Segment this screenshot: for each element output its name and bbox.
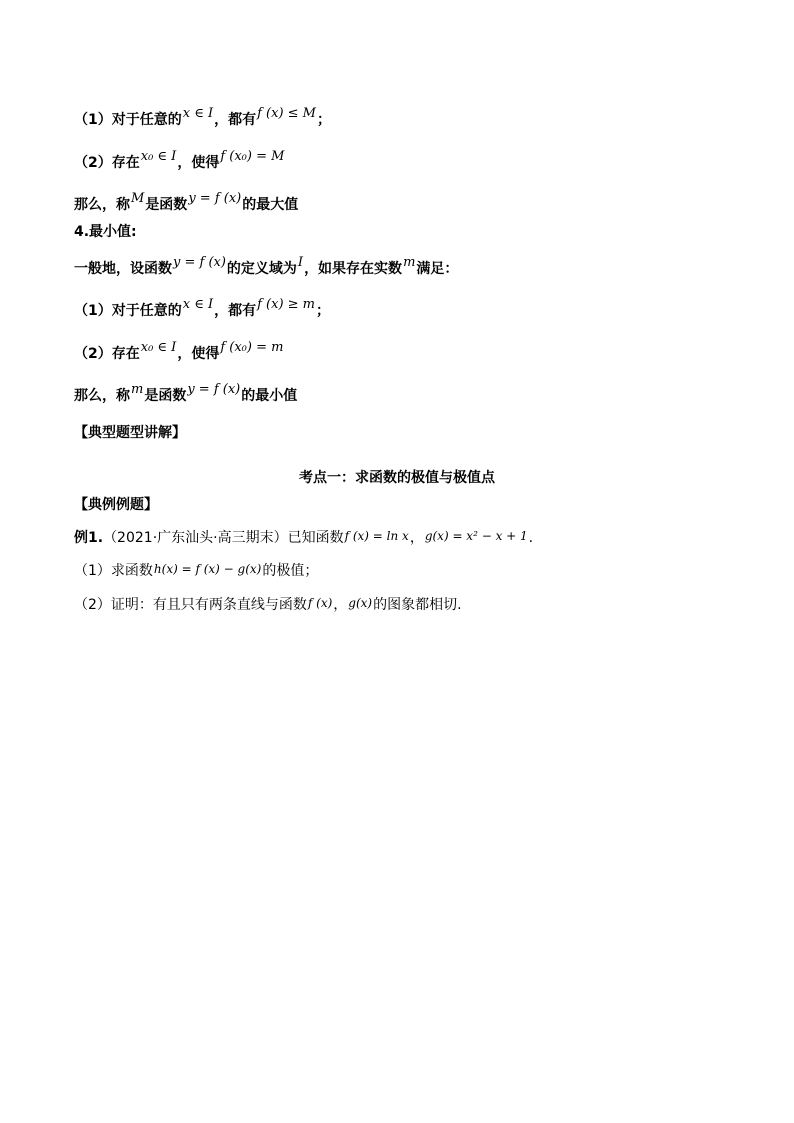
max-condition-2 (74, 149, 285, 173)
examples-heading: 【典例例题】 (74, 497, 158, 513)
min-intro-text-d: 满足： (416, 261, 459, 277)
max-conclusion-math-b: y = f (x) (188, 191, 242, 206)
min-intro-math-a: y = f (x) (173, 255, 226, 270)
example-1-math-f: f (x) = ln x (344, 529, 409, 543)
min-conclusion-math-b: y = f (x) (187, 382, 241, 397)
example-1-part2-text-b: 的图象都相切. (373, 597, 462, 613)
example-1-label: 例1. (74, 530, 104, 546)
min-intro-math-b: I (297, 255, 304, 270)
example-1-part-2 (74, 596, 462, 614)
example-1-part2-math-f: f (x) (307, 596, 333, 610)
example-1-part2-math-g: g(x) (348, 596, 373, 610)
max-cond1-text-c: ； (317, 112, 331, 128)
max-conclusion-math-a: M (131, 191, 145, 206)
min-conclusion-text-b: 是函数 (144, 388, 187, 404)
min-condition-2 (74, 340, 284, 364)
example-1-part2-sep: ， (333, 597, 348, 613)
min-heading: 4.最小值: (74, 224, 137, 240)
example-1-sep: ， (409, 530, 424, 546)
min-cond2-math-b: f (x₀) = m (220, 340, 284, 355)
max-cond1-text-b: ，都有 (214, 112, 257, 128)
min-conclusion-math-a: m (131, 382, 144, 397)
example-1-part2-text-a: （2）证明：有且只有两条直线与函数 (74, 597, 307, 613)
min-cond2-text-a: （2）存在 (74, 346, 140, 362)
min-condition-1 (74, 297, 331, 321)
min-cond1-text-c: ； (316, 303, 331, 319)
max-cond2-math-a: x₀ ∈ I (140, 149, 177, 164)
min-cond1-text-a: （1）对于任意的 (74, 303, 182, 319)
min-conclusion-text-c: 的最小值 (241, 388, 298, 404)
min-cond1-math-b: f (x) ≥ m (257, 297, 316, 312)
min-intro-text-b: 的定义域为 (226, 261, 297, 277)
min-conclusion-text-a: 那么，称 (74, 388, 130, 404)
max-cond2-math-b: f (x₀) = M (220, 149, 285, 164)
min-conclusion (74, 382, 298, 406)
example-1-source: （2021·广东汕头·高三期末）已知函数 (103, 530, 344, 546)
max-conclusion-text-c: 的最大值 (242, 197, 299, 213)
min-cond1-math-a: x ∈ I (182, 297, 214, 312)
example-1-stem (74, 529, 533, 547)
max-cond1-math-b: f (x) ≤ M (257, 106, 316, 121)
min-cond2-text-b: ，使得 (177, 346, 220, 362)
max-conclusion (74, 191, 299, 215)
max-cond1-text-a: （1）对于任意的 (74, 112, 182, 128)
max-condition-1 (74, 106, 331, 130)
example-1-part1-math: h(x) = f (x) − g(x) (153, 562, 262, 576)
typical-heading: 【典型题型讲解】 (74, 425, 186, 441)
example-1-math-g: g(x) = x² − x + 1 (424, 529, 528, 543)
max-conclusion-text-b: 是函数 (145, 197, 188, 213)
max-cond1-math-a: x ∈ I (182, 106, 214, 121)
min-intro-text-c: ，如果存在实数 (304, 261, 403, 277)
max-cond2-text-b: ，使得 (177, 155, 220, 171)
min-intro-text-a: 一般地，设函数 (74, 261, 172, 277)
example-1-part1-text-b: 的极值； (262, 563, 319, 579)
min-cond2-math-a: x₀ ∈ I (140, 340, 177, 355)
min-cond1-text-b: ，都有 (214, 303, 257, 319)
section-title: 考点一：求函数的极值与极值点 (299, 470, 495, 486)
min-intro (74, 255, 459, 279)
example-1-end: . (528, 530, 534, 546)
example-1-part-1 (74, 562, 318, 580)
max-cond2-text-a: （2）存在 (74, 155, 140, 171)
max-conclusion-text-a: 那么，称 (74, 197, 130, 213)
example-1-part1-text-a: （1）求函数 (74, 563, 153, 579)
min-intro-math-c: m (403, 255, 416, 270)
